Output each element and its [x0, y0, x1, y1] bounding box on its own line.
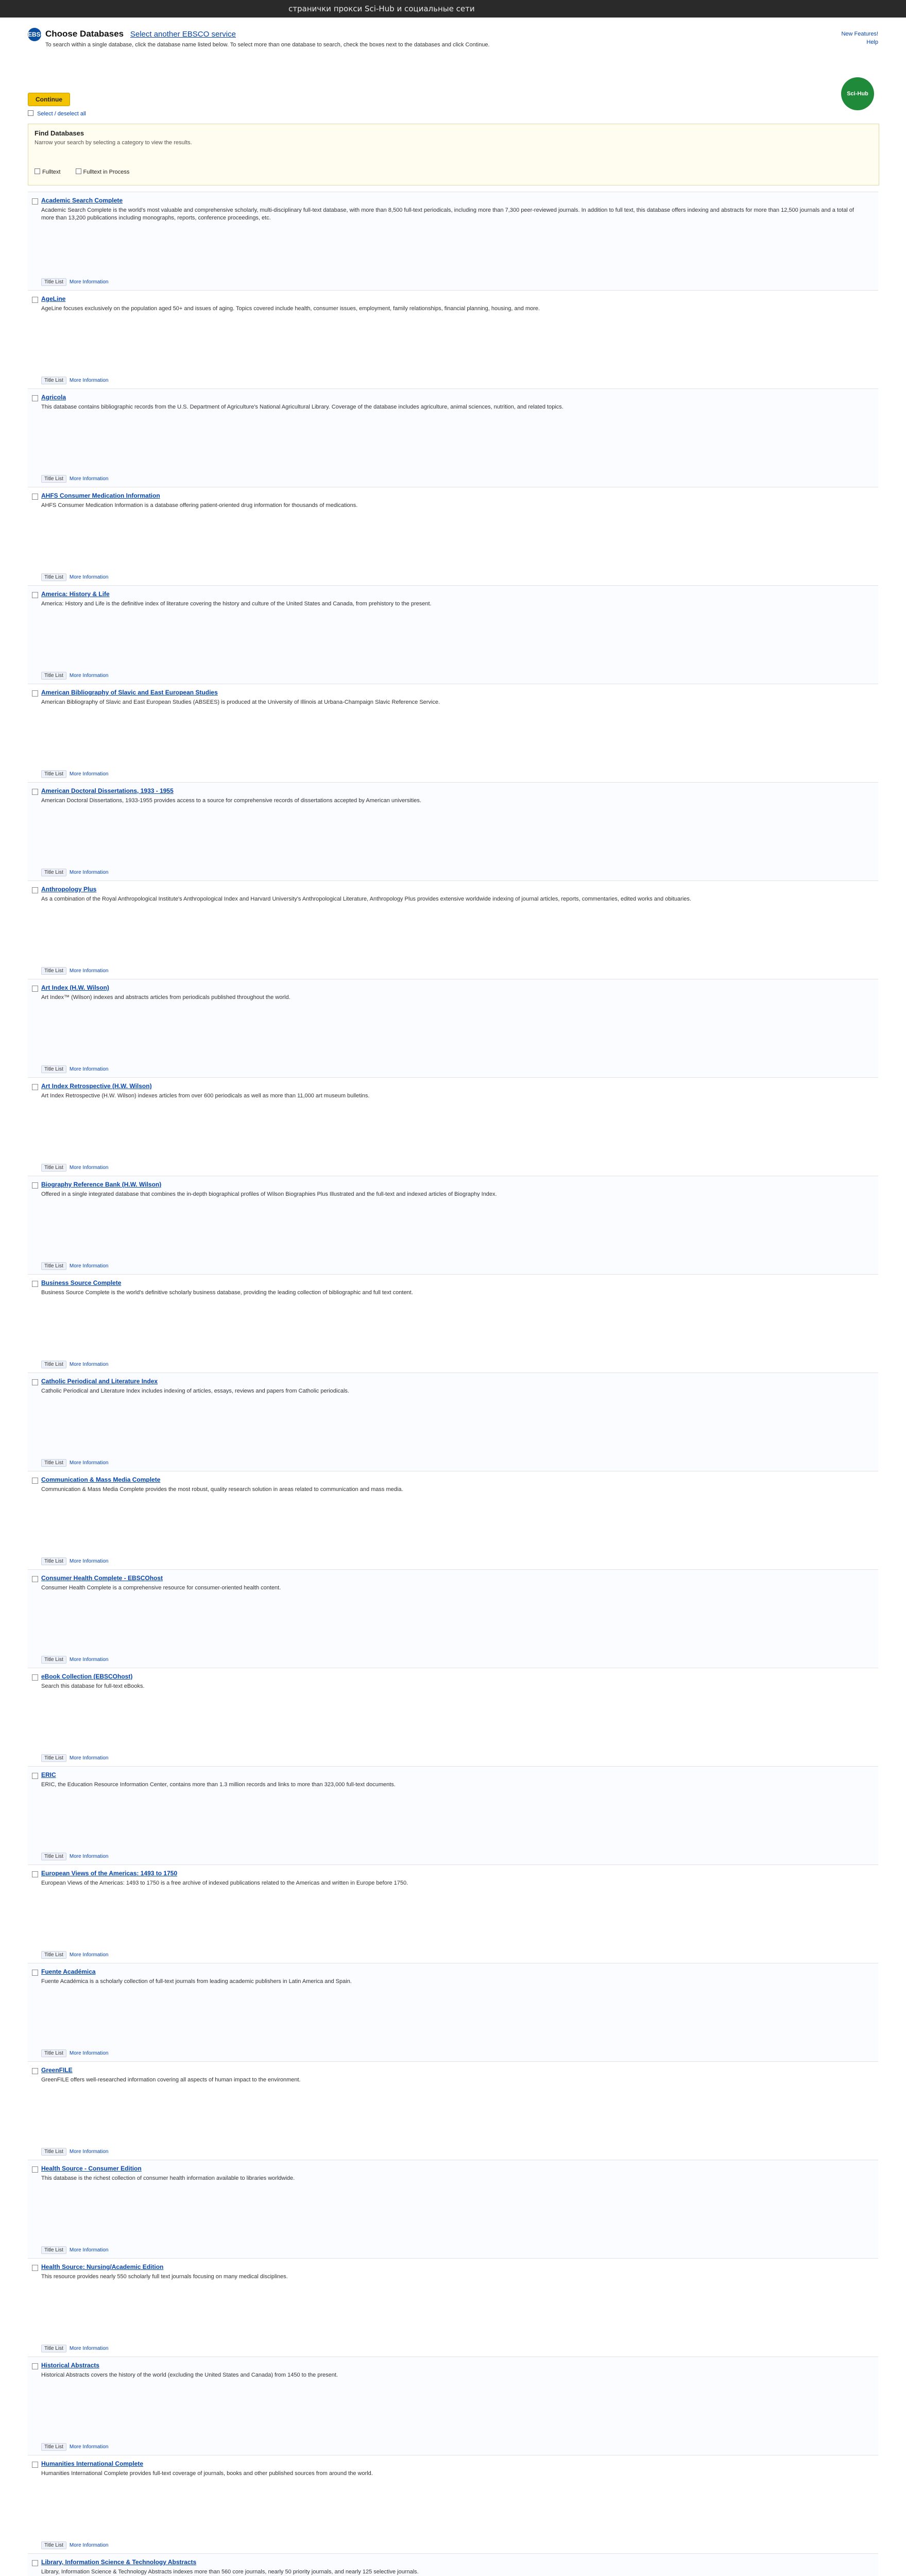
database-description: Catholic Periodical and Literature Index includes indexing of articles, essays, reviews and papers from Catholic periodicals.: [41, 1388, 349, 1394]
title-list-link[interactable]: Title List: [41, 1754, 66, 1762]
database-checkbox[interactable]: [32, 1871, 38, 1877]
title-list-link[interactable]: Title List: [41, 2443, 66, 2451]
title-list-link[interactable]: Title List: [41, 1164, 66, 1172]
database-checkbox[interactable]: [32, 1773, 38, 1779]
title-list-link[interactable]: Title List: [41, 1262, 66, 1270]
database-name-link[interactable]: American Doctoral Dissertations, 1933 - 1955: [41, 787, 174, 794]
database-name-link[interactable]: Anthropology Plus: [41, 886, 97, 893]
database-description: AgeLine focuses exclusively on the population aged 50+ and issues of aging. Topics covered include health, consumer issues, employment, family relationships, financial planning, housing, and more.: [41, 306, 540, 312]
database-row: [28, 2357, 878, 2455]
title-list-link[interactable]: Title List: [41, 672, 66, 680]
database-description: Search this database for full-text eBooks.: [41, 1683, 145, 1689]
database-links: [41, 672, 108, 680]
more-information-link[interactable]: More Information: [69, 574, 109, 580]
filter-option-label: Fulltext in Process: [83, 169, 130, 175]
database-checkbox[interactable]: [32, 297, 38, 303]
database-row: [28, 1865, 878, 1963]
database-checkbox[interactable]: [32, 395, 38, 401]
database-row: [28, 388, 878, 487]
database-links: [41, 573, 108, 581]
database-name-link[interactable]: Art Index (H.W. Wilson): [41, 984, 109, 991]
database-row: [28, 1372, 878, 1471]
more-information-link[interactable]: More Information: [69, 2247, 109, 2253]
database-description: Academic Search Complete is the world's most valuable and comprehensive scholarly, multi-disciplinary full-text database, with more than 8,500 full-text periodicals, including more than 7,300 peer-reviewed journals. In addition to full text, this database offers indexing and abstracts for more than 12,500 journals and a total of more than 13,200 publications including monographs, reports, conference proceedings, etc.: [41, 207, 854, 221]
database-row: [28, 1766, 878, 1865]
database-row: [28, 1176, 878, 1274]
database-row: [28, 290, 878, 388]
database-description: European Views of the Americas: 1493 to 1750 is a free archive of indexed publications related to the Americas and written in Europe before 1750.: [41, 1880, 408, 1886]
database-row: [28, 2553, 878, 2576]
title-list-link[interactable]: Title List: [41, 1459, 66, 1467]
database-checkbox[interactable]: [32, 1674, 38, 1681]
more-information-link[interactable]: More Information: [69, 673, 109, 679]
database-links: [41, 1262, 108, 1270]
more-information-link[interactable]: More Information: [69, 1460, 109, 1466]
more-information-link[interactable]: More Information: [69, 870, 109, 875]
database-name-link[interactable]: AHFS Consumer Medication Information: [41, 492, 160, 499]
database-description: As a combination of the Royal Anthropological Institute's Anthropological Index and Harvard University's Anthropological Literature, Anthropology Plus provides extensive worldwide indexing of journal articles, reports, commentaries, edited works and obituaries.: [41, 896, 691, 902]
database-description: Fuente Académica is a scholarly collection of full-text journals from leading academic publishers in Latin America and Spain.: [41, 1978, 352, 1985]
database-description: This database is the richest collection of consumer health information available to libraries worldwide.: [41, 2175, 295, 2181]
more-information-link[interactable]: More Information: [69, 1952, 109, 1958]
database-row: [28, 782, 878, 880]
more-information-link[interactable]: More Information: [69, 476, 109, 482]
header-link-0[interactable]: New Features!: [841, 31, 878, 37]
database-links: [41, 967, 108, 975]
title-list-link[interactable]: Title List: [41, 377, 66, 384]
database-name-link[interactable]: AgeLine: [41, 295, 66, 302]
database-row: [28, 2061, 878, 2160]
select-all-toggle[interactable]: [28, 110, 86, 117]
title-list-link[interactable]: Title List: [41, 770, 66, 778]
database-name-link[interactable]: Health Source - Consumer Edition: [41, 2165, 142, 2172]
database-checkbox[interactable]: [32, 2068, 38, 2074]
filter-options: [35, 168, 143, 175]
database-name-link[interactable]: Fuente Académica: [41, 1968, 96, 1975]
database-description: Humanities International Complete provides full-text coverage of journals, books and other published sources from around the world.: [41, 2470, 373, 2477]
header-links: [841, 30, 878, 46]
database-name-link[interactable]: GreenFILE: [41, 2066, 73, 2074]
database-checkbox[interactable]: [32, 2166, 38, 2173]
database-row: [28, 192, 878, 290]
window-title: странички прокси Sci-Hub и социальные сети: [288, 4, 475, 13]
fulltext-checkbox[interactable]: [35, 168, 40, 174]
database-checkbox[interactable]: [32, 887, 38, 893]
inprocess-checkbox[interactable]: [76, 168, 81, 174]
database-checkbox[interactable]: [32, 2462, 38, 2468]
database-description: Business Source Complete is the world's definitive scholarly business database, providing the leading collection of bibliographic and full text content.: [41, 1290, 413, 1296]
database-description: America: History and Life is the definitive index of literature covering the history and culture of the United States and Canada, from prehistory to the present.: [41, 601, 432, 607]
database-links: [41, 2345, 108, 2352]
database-checkbox[interactable]: [32, 198, 38, 205]
more-information-link[interactable]: More Information: [69, 279, 109, 285]
database-name-link[interactable]: Agricola: [41, 394, 66, 401]
database-row: [28, 684, 878, 782]
title-list-link[interactable]: Title List: [41, 573, 66, 581]
database-name-link[interactable]: Humanities International Complete: [41, 2460, 144, 2467]
database-row: [28, 1077, 878, 1176]
database-row: [28, 1668, 878, 1766]
more-information-link[interactable]: More Information: [69, 1362, 109, 1367]
database-links: [41, 377, 108, 384]
title-list-link[interactable]: Title List: [41, 2345, 66, 2352]
database-links: [41, 1951, 108, 1959]
select-all-label: Select / deselect all: [37, 111, 86, 117]
more-information-link[interactable]: More Information: [69, 1854, 109, 1859]
database-links: [41, 2148, 108, 2156]
title-list-link[interactable]: Title List: [41, 967, 66, 975]
page-title-text: Choose Databases: [45, 29, 124, 39]
title-list-link[interactable]: Title List: [41, 1951, 66, 1959]
database-row: [28, 2455, 878, 2553]
database-description: GreenFILE offers well-researched information covering all aspects of human impact to the environment.: [41, 2077, 301, 2083]
more-information-link[interactable]: More Information: [69, 1755, 109, 1761]
title-list-link[interactable]: Title List: [41, 278, 66, 286]
more-information-link[interactable]: More Information: [69, 2444, 109, 2450]
database-row: [28, 585, 878, 684]
title-list-link[interactable]: Title List: [41, 1557, 66, 1565]
filter-subtitle: Narrow your search by selecting a category to view the results.: [35, 140, 192, 146]
database-description: Art Index Retrospective (H.W. Wilson) indexes articles from over 600 periodicals as well as more than 11,000 art museum bulletins.: [41, 1093, 370, 1099]
database-links: [41, 2541, 108, 2549]
database-checkbox[interactable]: [32, 690, 38, 697]
database-name-link[interactable]: Business Source Complete: [41, 1279, 122, 1286]
filter-option-label: Fulltext: [42, 169, 61, 175]
database-row: [28, 979, 878, 1077]
database-links: [41, 1065, 108, 1073]
database-row: [28, 1569, 878, 1668]
database-description: American Doctoral Dissertations, 1933-1955 provides access to a source for comprehensive records of dissertations accepted by American universities.: [41, 798, 421, 804]
title-list-link[interactable]: Title List: [41, 2541, 66, 2549]
database-checkbox[interactable]: [32, 986, 38, 992]
database-links: [41, 2443, 108, 2451]
database-description: AHFS Consumer Medication Information is a database offering patient-oriented drug information for thousands of medications.: [41, 502, 358, 509]
header-link-1[interactable]: Help: [866, 39, 878, 45]
header: [28, 28, 878, 97]
more-information-link[interactable]: More Information: [69, 378, 109, 383]
database-links: [41, 475, 108, 483]
database-name-link[interactable]: Catholic Periodical and Literature Index: [41, 1378, 158, 1385]
database-checkbox[interactable]: [32, 1970, 38, 1976]
page-title: [45, 29, 236, 39]
title-list-link[interactable]: Title List: [41, 475, 66, 483]
database-links: [41, 2049, 108, 2057]
database-checkbox[interactable]: [32, 1478, 38, 1484]
title-list-link[interactable]: Title List: [41, 1065, 66, 1073]
header-description: To search within a single database, click the database name listed below. To select more than one database to search, check the boxes next to the databases and click Continue.: [45, 42, 490, 48]
database-name-link[interactable]: America: History & Life: [41, 590, 110, 598]
database-checkbox[interactable]: [32, 2265, 38, 2271]
filter-option-inprocess[interactable]: [76, 169, 130, 175]
database-description: This resource provides nearly 550 scholarly full text journals focusing on many medical disciplines.: [41, 2274, 288, 2280]
database-checkbox[interactable]: [32, 494, 38, 500]
filter-option-fulltext[interactable]: [35, 169, 60, 175]
database-name-link[interactable]: Health Source: Nursing/Academic Edition: [41, 2263, 164, 2270]
database-name-link[interactable]: Biography Reference Bank (H.W. Wilson): [41, 1181, 162, 1188]
database-name-link[interactable]: ERIC: [41, 1771, 56, 1778]
title-list-link[interactable]: Title List: [41, 1853, 66, 1860]
database-row: [28, 880, 878, 979]
more-information-link[interactable]: More Information: [69, 968, 109, 974]
database-checkbox[interactable]: [32, 1281, 38, 1287]
database-description: American Bibliography of Slavic and East European Studies (ABSEES) is produced at the University of Illinois at Urbana-Champaign Slavic Reference Service.: [41, 699, 440, 705]
database-links: [41, 1164, 108, 1172]
select-all-checkbox[interactable]: [28, 110, 33, 116]
database-links: [41, 1361, 108, 1368]
title-list-link[interactable]: Title List: [41, 869, 66, 876]
database-list: [28, 192, 878, 2576]
database-description: Library, Information Science & Technology Abstracts indexes more than 560 core journals, nearly 50 priority journals, and nearly 125 selective journals.: [41, 2569, 419, 2575]
database-checkbox[interactable]: [32, 592, 38, 598]
database-checkbox[interactable]: [32, 1182, 38, 1189]
title-list-link[interactable]: Title List: [41, 1656, 66, 1664]
database-row: [28, 2160, 878, 2258]
database-description: This database contains bibliographic records from the U.S. Department of Agriculture's National Agricultural Library. Coverage of the database includes agriculture, animal sciences, nutrition, and related topics.: [41, 404, 563, 410]
filter-panel: [28, 124, 879, 185]
database-links: [41, 278, 108, 286]
more-information-link[interactable]: More Information: [69, 1657, 109, 1663]
database-checkbox[interactable]: [32, 789, 38, 795]
database-links: [41, 1459, 108, 1467]
more-information-link[interactable]: More Information: [69, 2149, 109, 2155]
more-information-link[interactable]: More Information: [69, 1263, 109, 1269]
database-name-link[interactable]: European Views of the Americas: 1493 to 1750: [41, 1870, 178, 1877]
database-row: [28, 2258, 878, 2357]
database-links: [41, 869, 108, 876]
more-information-link[interactable]: More Information: [69, 1558, 109, 1564]
database-description: Consumer Health Complete is a comprehensive resource for consumer-oriented health content.: [41, 1585, 281, 1591]
database-name-link[interactable]: Academic Search Complete: [41, 197, 123, 204]
title-list-link[interactable]: Title List: [41, 2148, 66, 2156]
title-list-link[interactable]: Title List: [41, 2049, 66, 2057]
database-links: [41, 1754, 108, 1762]
title-list-link[interactable]: Title List: [41, 1361, 66, 1368]
database-row: [28, 1471, 878, 1569]
database-name-link[interactable]: Historical Abstracts: [41, 2362, 99, 2369]
database-row: [28, 1274, 878, 1372]
database-name-link[interactable]: eBook Collection (EBSCOhost): [41, 1673, 133, 1680]
database-name-link[interactable]: Art Index Retrospective (H.W. Wilson): [41, 1082, 152, 1090]
more-information-link[interactable]: More Information: [69, 2050, 109, 2056]
database-row: [28, 1963, 878, 2061]
more-information-link[interactable]: More Information: [69, 2346, 109, 2351]
database-checkbox[interactable]: [32, 2363, 38, 2369]
more-information-link[interactable]: More Information: [69, 1066, 109, 1072]
database-links: [41, 2246, 108, 2254]
title-list-link[interactable]: Title List: [41, 2246, 66, 2254]
database-name-link[interactable]: Communication & Mass Media Complete: [41, 1476, 161, 1483]
more-information-link[interactable]: More Information: [69, 2543, 109, 2548]
database-checkbox[interactable]: [32, 1576, 38, 1582]
database-checkbox[interactable]: [32, 2560, 38, 2566]
database-links: [41, 1853, 108, 1860]
database-checkbox[interactable]: [32, 1379, 38, 1385]
database-name-link[interactable]: Consumer Health Complete - EBSCOhost: [41, 1574, 163, 1582]
database-name-link[interactable]: American Bibliography of Slavic and East European Studies: [41, 689, 218, 696]
scihub-badge[interactable]: Sci-Hub: [841, 77, 874, 110]
database-links: [41, 770, 108, 778]
more-information-link[interactable]: More Information: [69, 771, 109, 777]
database-description: Offered in a single integrated database that combines the in-depth biographical profiles of Wilson Biographies Plus Illustrated and the full-text and indexed articles of Biography Index.: [41, 1191, 497, 1197]
database-description: Art Index™ (Wilson) indexes and abstracts articles from periodicals published throughout the world.: [41, 994, 290, 1001]
select-service-link[interactable]: Select another EBSCO service: [130, 30, 236, 39]
database-description: ERIC, the Education Resource Information Center, contains more than 1.3 million records and links to more than 323,000 full-text documents.: [41, 1782, 396, 1788]
database-description: Communication & Mass Media Complete provides the most robust, quality research solution in areas related to communication and mass media.: [41, 1486, 403, 1493]
browser-topbar: [0, 0, 906, 18]
database-links: [41, 1557, 108, 1565]
more-information-link[interactable]: More Information: [69, 1165, 109, 1171]
database-links: [41, 1656, 108, 1664]
database-name-link[interactable]: Library, Information Science & Technology Abstracts: [41, 2558, 197, 2566]
filter-title: Find Databases: [35, 129, 84, 137]
database-description: Historical Abstracts covers the history of the world (excluding the United States and Canada) from 1450 to the present.: [41, 2372, 338, 2378]
database-checkbox[interactable]: [32, 1084, 38, 1090]
database-row: [28, 487, 878, 585]
continue-button-top[interactable]: Continue: [28, 93, 70, 106]
ebsco-logo: EBSCO: [28, 28, 41, 41]
